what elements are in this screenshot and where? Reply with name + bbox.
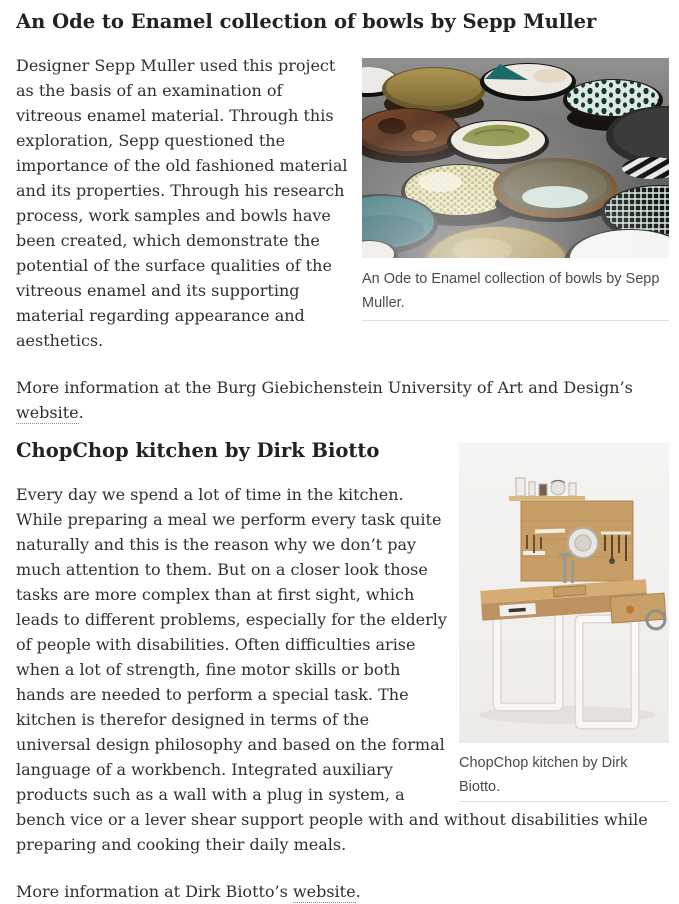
website-link[interactable]: website [16, 403, 79, 422]
enamel-bowls-photo [362, 58, 669, 258]
more-info-line [16, 375, 669, 425]
figure-caption: An Ode to Enamel collection of bowls by Sepp Muller. [362, 267, 669, 321]
section-heading: ChopChop kitchen by Dirk Biotto [16, 439, 380, 462]
section-paragraph: Designer Sepp Muller used this project as the basis of an examination of vitreous enamel material. Through this exploration, Sepp questioned the importance of the old fashioned material and its properties. Through his research process, work samples and bowls have been created, which demonstrate the potential of the surface qualities of the vitreous enamel and its supporting material regarding appearance and aesthetics. [16, 56, 348, 350]
more-info-period: . [355, 882, 361, 901]
article-section-chopchop-kitchen [16, 425, 669, 904]
article-section-enamel-bowls [16, 0, 669, 425]
more-info-period: . [78, 403, 84, 422]
more-info-line [16, 879, 669, 904]
more-info-text: More information at Dirk Biotto’s [16, 882, 293, 901]
website-link[interactable]: website [292, 882, 356, 901]
figure-caption: ChopChop kitchen by Dirk Biotto. [459, 751, 669, 802]
page-title: An Ode to Enamel collection of bowls by Sepp Muller [16, 10, 597, 33]
figure-enamel-bowls [362, 58, 669, 321]
section-paragraph: Every day we spend a lot of time in the kitchen. While preparing a meal we perform every task quite naturally and this is the reason why we don’t pay much attention to them. But on a closer look those tasks are more complex than at first sight, which leads to different problems, especially for the elderly of people with disabilities. Often difficulties arise when a lot of strength, fine motor skills or both hands are needed to perform a special task. The kitchen is therefor designed in terms of the universal design philosophy and based on the formal language of a workbench. Integrated auxiliary products such as a wall with a plug in system, a bench vice or a lever shear support people with and without disabilities while preparing and cooking their daily meals. [16, 485, 648, 854]
figure-chopchop-kitchen [459, 443, 669, 802]
more-info-text: More information at the Burg Giebichenstein University of Art and Design’s [16, 378, 633, 397]
chopchop-kitchen-photo [459, 443, 669, 743]
